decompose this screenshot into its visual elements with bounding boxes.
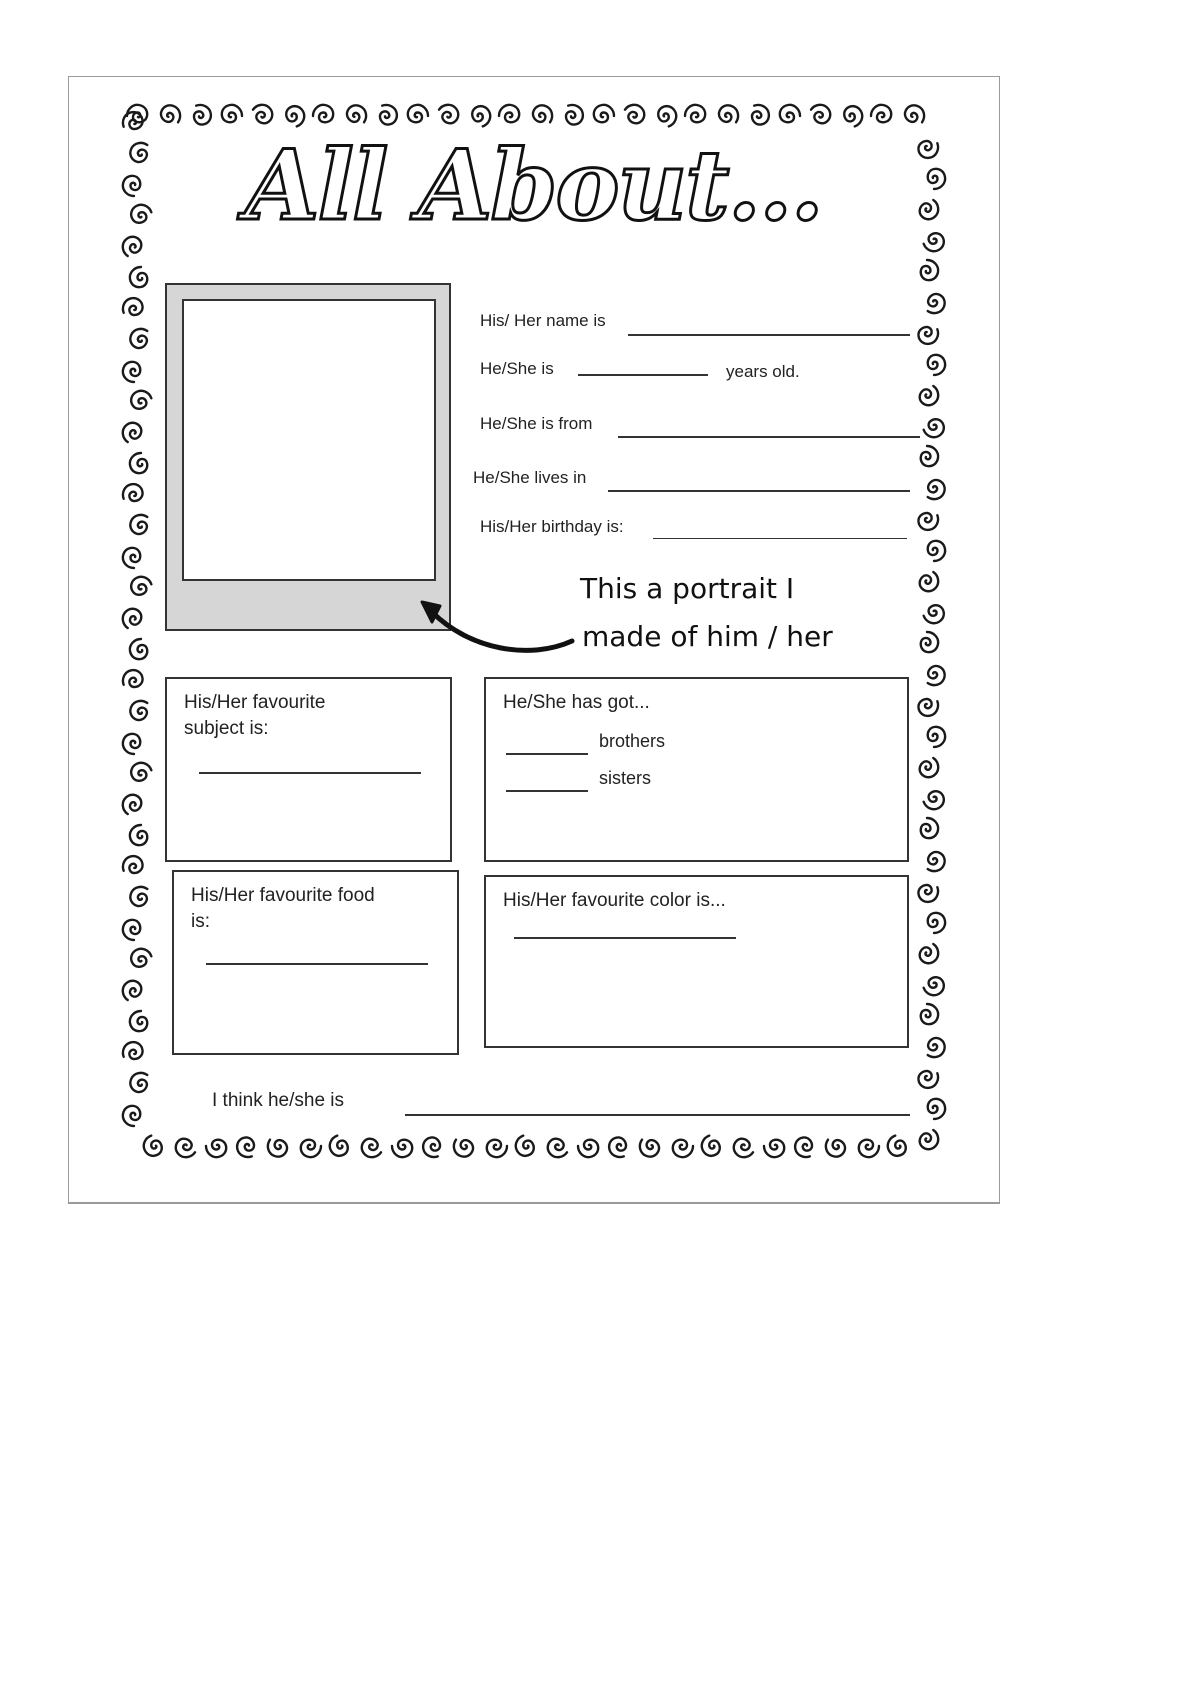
- swirl-ornament: [119, 233, 145, 260]
- portrait-frame: [165, 283, 451, 631]
- siblings-box: [484, 677, 909, 862]
- from-label: He/She is from: [480, 414, 593, 433]
- swirl-ornament: [513, 1134, 536, 1159]
- swirl-ornament: [130, 453, 147, 473]
- swirl-ornament: [450, 1135, 477, 1161]
- favourite-subject-box: [165, 677, 452, 862]
- age-label: He/She is: [480, 359, 554, 378]
- food-label-line1: His/Her favourite food: [191, 885, 375, 906]
- swirl-ornament: [119, 419, 145, 446]
- swirl-ornament: [206, 1140, 226, 1157]
- swirl-ornament: [129, 946, 154, 969]
- swirl-ornament: [716, 102, 743, 128]
- swirl-ornament: [921, 1004, 938, 1024]
- swirl-ornament: [392, 1140, 412, 1157]
- swirl-ornament: [435, 101, 462, 127]
- swirl-ornament: [916, 323, 941, 346]
- swirl-ornament: [127, 139, 153, 166]
- sisters-count-line[interactable]: [506, 790, 588, 792]
- swirl-ornament: [764, 1140, 784, 1157]
- sisters-label: sisters: [599, 768, 652, 788]
- swirl-ornament: [123, 734, 140, 754]
- swirl-ornament: [376, 102, 399, 127]
- swirl-ornament: [123, 1106, 140, 1126]
- swirl-ornament: [120, 667, 145, 690]
- closing-answer-line[interactable]: [405, 1114, 910, 1116]
- swirl-ornament: [123, 362, 140, 382]
- swirl-ornament: [922, 789, 947, 812]
- swirl-ornament: [923, 291, 949, 318]
- swirl-ornament: [917, 196, 943, 223]
- subject-answer-line[interactable]: [199, 772, 421, 774]
- swirl-ornament: [470, 104, 493, 129]
- swirl-ornament: [120, 853, 145, 876]
- swirl-ornament: [130, 267, 147, 287]
- lives-label: He/She lives in: [473, 468, 587, 487]
- color-answer-line[interactable]: [514, 937, 736, 939]
- swirl-ornament: [917, 754, 943, 781]
- swirl-ornament: [921, 446, 938, 466]
- swirl-ornament: [344, 102, 371, 128]
- age-suffix: years old.: [726, 362, 800, 381]
- swirl-ornament: [249, 101, 276, 127]
- swirl-ornament: [172, 1136, 199, 1162]
- swirl-ornament: [922, 975, 947, 998]
- swirl-ornament: [917, 568, 943, 595]
- swirl-ornament: [922, 603, 947, 626]
- swirl-ornament: [730, 1136, 757, 1162]
- swirl-ornament: [928, 913, 945, 933]
- portrait-caption-line2: made of him / her: [582, 620, 833, 653]
- birthday-label: His/Her birthday is:: [480, 517, 624, 536]
- swirl-ornament: [408, 105, 428, 122]
- portrait-caption-line1: This a portrait I: [580, 572, 795, 605]
- swirl-ornament: [807, 101, 834, 127]
- swirl-ornament: [792, 1135, 815, 1160]
- brothers-count-line[interactable]: [506, 753, 588, 755]
- siblings-heading: He/She has got...: [503, 692, 650, 713]
- subject-label-line2: subject is:: [184, 718, 269, 739]
- swirl-ornament: [921, 818, 938, 838]
- swirl-ornament: [123, 920, 140, 940]
- swirl-ornament: [327, 1134, 350, 1159]
- food-answer-line[interactable]: [206, 963, 428, 965]
- swirl-ornament: [923, 849, 949, 876]
- swirl-ornament: [656, 104, 679, 129]
- birthday-line[interactable]: [653, 538, 907, 539]
- swirl-ornament: [921, 632, 938, 652]
- curved-arrow-icon: [410, 588, 590, 658]
- swirl-ornament: [123, 176, 140, 196]
- swirl-ornament: [578, 1140, 598, 1157]
- swirl-ornament: [871, 105, 891, 122]
- swirl-ornament: [928, 541, 945, 561]
- swirl-ornament: [923, 663, 949, 690]
- swirl-ornament: [916, 1067, 941, 1090]
- swirl-ornament: [129, 574, 154, 597]
- swirl-ornament: [119, 977, 145, 1004]
- swirl-ornament: [284, 104, 307, 129]
- swirl-ornament: [916, 509, 941, 532]
- swirl-ornament: [129, 202, 154, 225]
- swirl-ornament: [120, 295, 145, 318]
- swirl-ornament: [234, 1135, 257, 1160]
- swirl-ornament: [499, 105, 519, 122]
- swirl-ornament: [928, 355, 945, 375]
- swirl-ornament: [129, 388, 154, 411]
- swirl-ornament: [313, 105, 333, 122]
- swirl-ornament: [928, 169, 945, 189]
- swirl-ornament: [264, 1135, 291, 1161]
- from-line[interactable]: [618, 436, 920, 438]
- closing-label: I think he/she is: [212, 1090, 345, 1111]
- swirl-ornament: [917, 1126, 943, 1153]
- swirl-ornament: [120, 481, 145, 504]
- swirl-ornament: [916, 881, 941, 904]
- swirl-ornament: [842, 104, 865, 129]
- favourite-color-box: [484, 875, 909, 1048]
- swirl-ornament: [885, 1134, 908, 1159]
- swirl-ornament: [544, 1136, 571, 1162]
- swirl-ornament: [621, 101, 648, 127]
- name-label: His/ Her name is: [480, 311, 606, 330]
- swirl-ornament: [141, 1134, 164, 1159]
- swirl-ornament: [127, 325, 153, 352]
- portrait-drawing-area[interactable]: [182, 299, 436, 581]
- swirl-ornament: [119, 605, 145, 632]
- swirl-ornament: [420, 1135, 443, 1160]
- swirl-ornament: [673, 1140, 693, 1157]
- swirl-ornament: [699, 1134, 722, 1159]
- swirl-ornament: [859, 1140, 879, 1157]
- swirl-ornament: [606, 1135, 629, 1160]
- swirl-ornament: [190, 102, 213, 127]
- swirl-ornament: [130, 1011, 147, 1031]
- swirl-ornament: [902, 102, 929, 128]
- subject-label-line1: His/Her favourite: [184, 692, 326, 713]
- swirl-ornament: [923, 1035, 949, 1062]
- lives-line[interactable]: [608, 490, 910, 492]
- swirl-ornament: [127, 1069, 153, 1096]
- brothers-label: brothers: [599, 731, 666, 751]
- swirl-ornament: [119, 791, 145, 818]
- swirl-ornament: [127, 511, 153, 538]
- swirl-ornament: [921, 260, 938, 280]
- swirl-ornament: [748, 102, 771, 127]
- swirl-ornament: [822, 1135, 849, 1161]
- swirl-ornament: [530, 102, 557, 128]
- swirl-ornament: [120, 1039, 145, 1062]
- swirl-ornament: [130, 639, 147, 659]
- favourite-food-box: [172, 870, 459, 1055]
- swirl-ornament: [594, 105, 614, 122]
- swirl-ornament: [780, 105, 800, 122]
- swirl-ornament: [127, 697, 153, 724]
- swirl-ornament: [685, 105, 705, 122]
- swirl-ornament: [358, 1136, 385, 1162]
- swirl-ornament: [916, 695, 941, 718]
- swirl-ornament: [917, 940, 943, 967]
- swirl-ornament: [301, 1140, 321, 1157]
- swirl-ornament: [916, 137, 941, 160]
- swirl-ornament: [123, 548, 140, 568]
- swirl-ornament: [129, 760, 154, 783]
- swirl-ornament: [222, 105, 242, 122]
- color-heading: His/Her favourite color is...: [503, 890, 726, 911]
- name-line[interactable]: [628, 334, 910, 336]
- swirl-ornament: [127, 883, 153, 910]
- swirl-ornament: [917, 382, 943, 409]
- swirl-ornament: [923, 477, 949, 504]
- swirl-ornament: [922, 417, 947, 440]
- age-line[interactable]: [578, 374, 708, 376]
- swirl-ornament: [636, 1135, 663, 1161]
- swirl-ornament: [158, 102, 185, 128]
- swirl-ornament: [562, 102, 585, 127]
- swirl-ornament: [928, 727, 945, 747]
- swirl-ornament: [130, 825, 147, 845]
- food-label-line2: is:: [191, 911, 210, 932]
- swirl-ornament: [922, 231, 947, 254]
- swirl-ornament: [487, 1140, 507, 1157]
- worksheet-title: All About...: [245, 129, 822, 242]
- swirl-ornament: [928, 1099, 945, 1119]
